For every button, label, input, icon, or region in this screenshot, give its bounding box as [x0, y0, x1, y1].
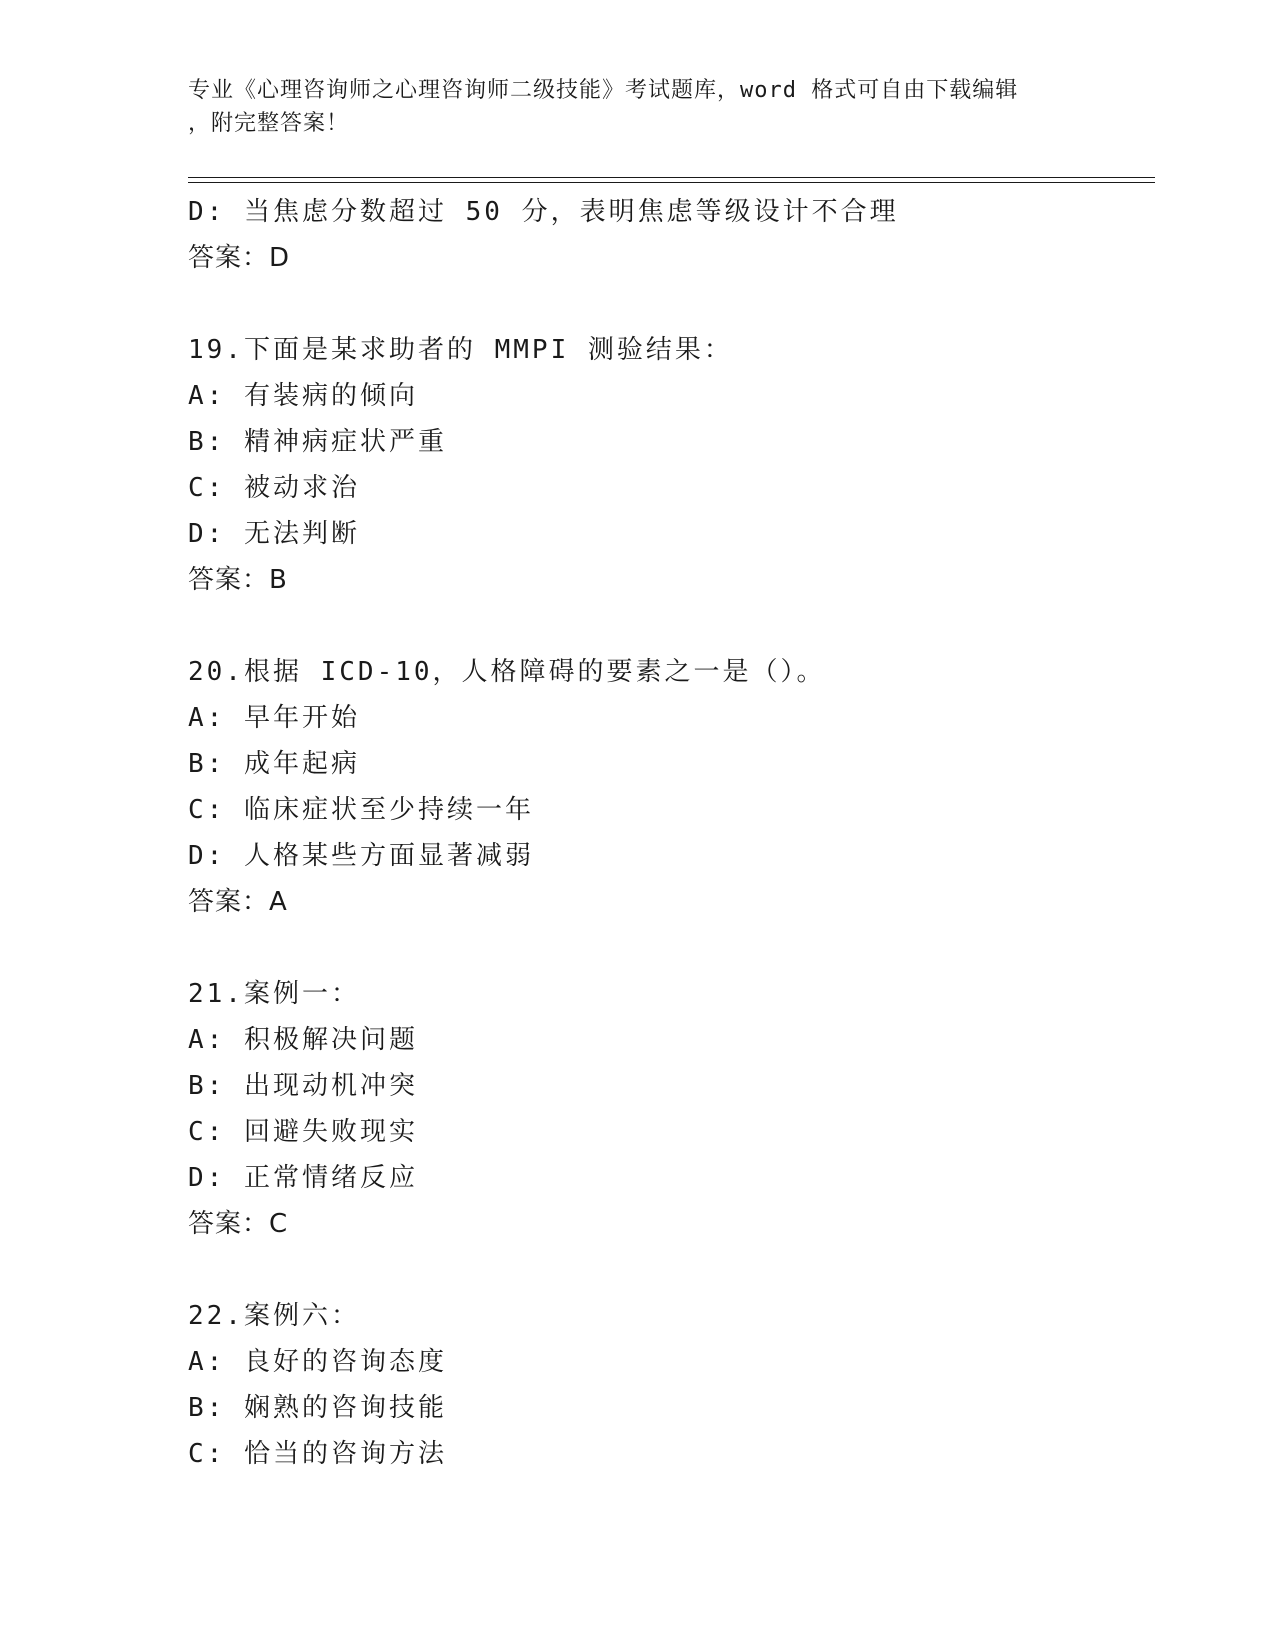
option-d: D: 正常情绪反应 [188, 1163, 418, 1193]
option-a: A: 早年开始 [188, 703, 360, 733]
option-a: A: 积极解决问题 [188, 1025, 418, 1055]
header-line-2: ，附完整答案！ [188, 111, 350, 136]
question-stem: 20.根据 ICD-10，人格障碍的要素之一是（）。 [188, 657, 826, 687]
question-stem: 19.下面是某求助者的 MMPI 测验结果： [188, 335, 733, 365]
header-line-1: 专业《心理咨询师之心理咨询师二级技能》考试题库，word 格式可自由下载编辑 [188, 78, 1019, 103]
prev-option-d: D: 当焦虑分数超过 50 分，表明焦虑等级设计不合理 [188, 197, 899, 227]
header-rule-top [188, 177, 1155, 178]
question-list [188, 189, 1148, 1477]
question-19 [188, 327, 1148, 603]
option-c: C: 恰当的咨询方法 [188, 1439, 447, 1469]
option-a: A: 有装病的倾向 [188, 381, 418, 411]
header-rule-bottom [188, 182, 1155, 183]
question-21 [188, 971, 1148, 1247]
option-d: D: 人格某些方面显著减弱 [188, 841, 534, 871]
option-b: B: 成年起病 [188, 749, 360, 779]
question-stem: 21.案例一： [188, 979, 360, 1009]
option-a: A: 良好的咨询态度 [188, 1347, 447, 1377]
answer: 答案：B [188, 565, 288, 595]
question-stem: 22.案例六： [188, 1301, 360, 1331]
spacer [188, 281, 1148, 327]
option-c: C: 回避失败现实 [188, 1117, 418, 1147]
spacer [188, 1247, 1148, 1293]
question-20 [188, 649, 1148, 925]
answer: 答案：A [188, 887, 288, 917]
spacer [188, 925, 1148, 971]
prev-answer: 答案：D [188, 243, 291, 273]
spacer [188, 603, 1148, 649]
option-c: C: 被动求治 [188, 473, 360, 503]
answer: 答案：C [188, 1209, 289, 1239]
option-b: B: 精神病症状严重 [188, 427, 447, 457]
option-d: D: 无法判断 [188, 519, 360, 549]
option-b: B: 出现动机冲突 [188, 1071, 418, 1101]
question-22 [188, 1293, 1148, 1477]
option-c: C: 临床症状至少持续一年 [188, 795, 534, 825]
option-b: B: 娴熟的咨询技能 [188, 1393, 447, 1423]
document-header [188, 74, 1088, 140]
